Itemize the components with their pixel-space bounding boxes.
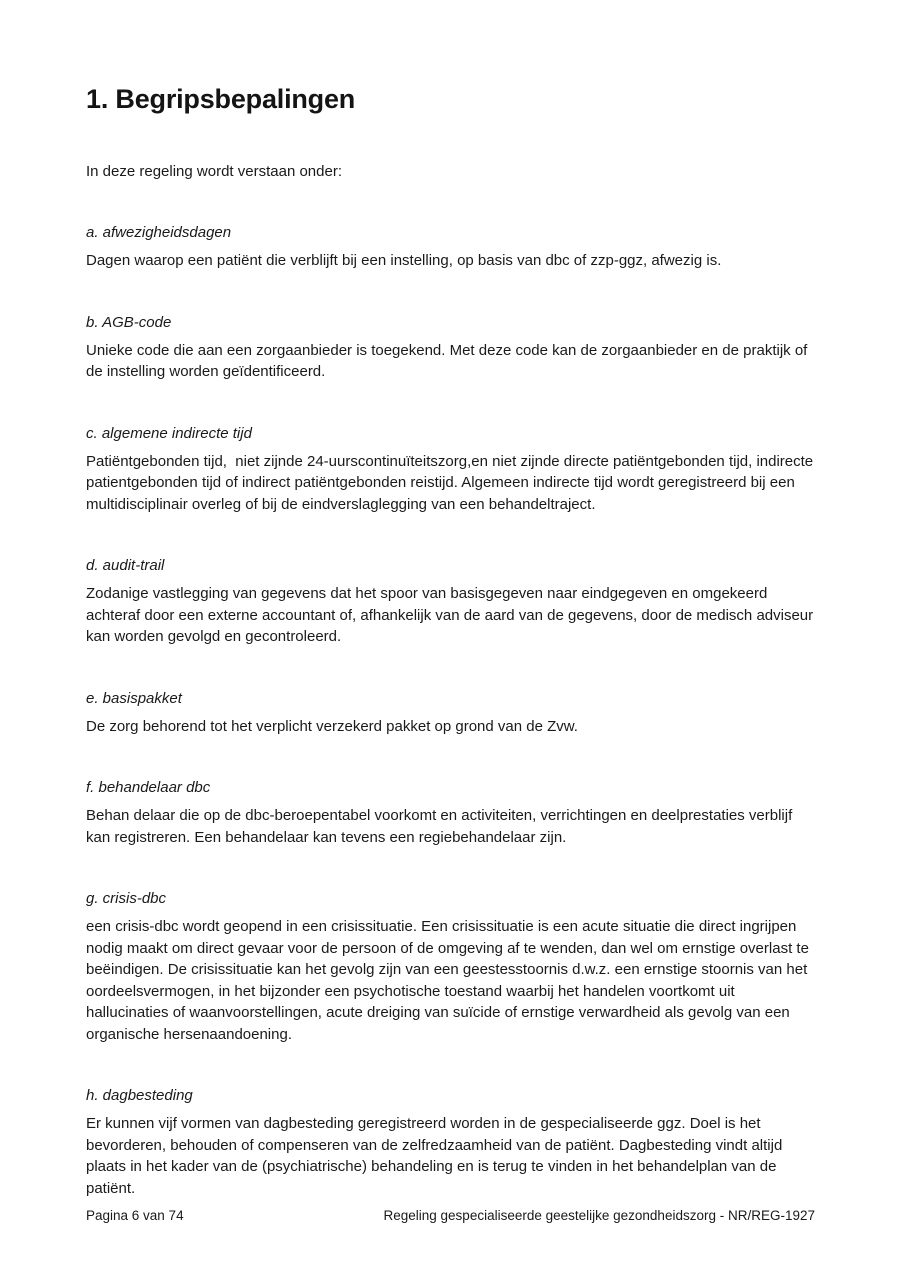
term-label: g. crisis-dbc [86,890,167,908]
term-definition: Unieke code die aan een zorgaanbieder is toegekend. Met deze code kan de zorgaanbieder en de praktijk of de instelling worden geïdentificeerd. [86,341,812,381]
term-label: d. audit-trail [86,557,165,575]
term-section-c [86,423,818,516]
term-definition: Zodanige vastlegging van gegevens dat het spoor van basisgegeven naar eindgegeven en omgekeerd achteraf door een externe accountant of, afhankelijk van de aard van de gegevens, door de medisch adviseur kan worden gevolgd en gecontroleerd. [86,585,818,646]
intro-paragraph: In deze regeling wordt verstaan onder: [86,163,342,181]
footer-page-number: Pagina 6 van 74 [86,1208,184,1223]
page-footer [86,1207,815,1225]
term-definition: De zorg behorend tot het verplicht verzekerd pakket op grond van de Zvw. [86,717,578,735]
term-label: a. afwezigheidsdagen [86,224,232,242]
chapter-title: 1. Begripsbepalingen [86,84,356,114]
term-section-h [86,1085,815,1199]
term-section-b [86,312,815,383]
term-label: c. algemene indirecte tijd [86,424,252,442]
term-section-d [86,555,818,648]
term-section-g [86,888,815,1045]
term-section-e [86,688,815,738]
term-definition: Er kunnen vijf vormen van dagbesteding geregistreerd worden in de gespecialiseerde ggz. Doel is het bevorderen, behouden of compenseren van de zelfredzaamheid van de patiënt. Dagbesteding vindt altijd plaats in het kader van de (psychiatrische) behandeling en is terug te vinden in het behandelplan van de patiënt. [86,1115,787,1197]
term-definition: een crisis-dbc wordt geopend in een crisissituatie. Een crisissituatie is een acute situatie die direct ingrijpen nodig maakt om direct gevaar voor de persoon of de omgeving af te wenden, dan wel om ernstige overlast te beëindigen. De crisissituatie kan het gevolg zijn van een geestesstoornis d.w.z. een ernstige stoornis van het oordeelsvermogen, in het bijzonder een psychotische toestand waarbij het handelen voortkomt uit hallucinaties of waanvoorstellingen, acute dreiging van suïcide of ernstige verwardheid als gevolg van een organische hersenaandoening. [86,918,814,1043]
term-label: e. basispakket [86,689,182,707]
term-definition: Behan delaar die op de dbc-beroepentabel voorkomt en activiteiten, verrichtingen en deelprestaties verblijf kan registreren. Een behandelaar kan tevens een regiebehandelaar zijn. [86,807,797,846]
term-section-f [86,777,815,848]
term-definition: Patiëntgebonden tijd, niet zijnde 24-uurscontinuïteitszorg,en niet zijnde directe patiëntgebonden tijd, indirecte patientgebonden tijd of indirect patiëntgebonden reistijd. Algemeen indirecte tijd wordt geregistreerd bij een multidisciplinair overleg of bij de eindverslaglegging van een behandeltraject. [86,452,818,513]
term-section-a [86,222,815,272]
term-label: b. AGB-code [86,313,172,331]
term-definition: Dagen waarop een patiënt die verblijft bij een instelling, op basis van dbc of zzp-ggz, afwezig is. [86,252,722,270]
term-label: f. behandelaar dbc [86,779,211,797]
footer-document-reference: Regeling gespecialiseerde geestelijke gezondheidszorg - NR/REG-1927 [383,1208,815,1223]
term-label: h. dagbesteding [86,1087,193,1105]
